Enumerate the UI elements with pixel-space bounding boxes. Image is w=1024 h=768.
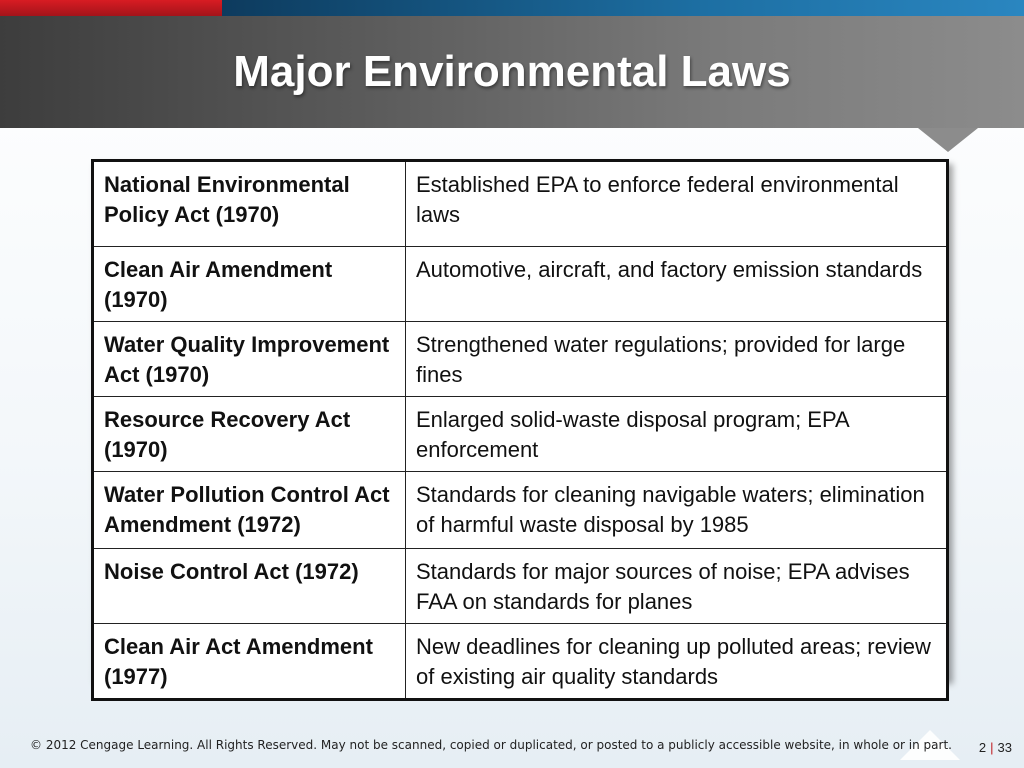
table-row: [93, 624, 948, 700]
page-separator: |: [990, 740, 994, 755]
table-row: [93, 161, 948, 247]
law-name-cell: Clean Air Act Amendment (1977): [93, 624, 406, 700]
red-accent-bar: [0, 0, 222, 16]
laws-table: [91, 159, 949, 701]
law-name-cell: Water Quality Improvement Act (1970): [93, 322, 406, 397]
table-row: [93, 472, 948, 549]
copyright-notice: © 2012 Cengage Learning. All Rights Reserved. May not be scanned, copied or duplicated, or posted to a publicly accessible website, in whole or in part.: [30, 738, 952, 752]
page-number: [979, 740, 1012, 755]
law-description-cell: Standards for cleaning navigable waters; elimination of harmful waste disposal by 1985: [406, 472, 948, 549]
current-page: 2: [978, 740, 987, 755]
table-row: [93, 397, 948, 472]
law-name-cell: National Environmental Policy Act (1970): [93, 161, 406, 247]
law-name-cell: Resource Recovery Act (1970): [93, 397, 406, 472]
law-description-cell: New deadlines for cleaning up polluted areas; review of existing air quality standards: [406, 624, 948, 700]
law-description-cell: Standards for major sources of noise; EPA advises FAA on standards for planes: [406, 549, 948, 624]
top-accent-strip: [0, 0, 1024, 16]
laws-table-body: [93, 161, 948, 700]
law-description-cell: Enlarged solid-waste disposal program; EPA enforcement: [406, 397, 948, 472]
blue-accent-bar: [222, 0, 1024, 16]
slide-title: Major Environmental Laws: [233, 47, 791, 96]
banner-notch: [918, 128, 978, 152]
table-row: [93, 247, 948, 322]
law-name-cell: Clean Air Amendment (1970): [93, 247, 406, 322]
laws-table-container: [91, 159, 949, 689]
law-name-cell: Water Pollution Control Act Amendment (1972): [93, 472, 406, 549]
law-description-cell: Established EPA to enforce federal environmental laws: [406, 161, 948, 247]
law-description-cell: Strengthened water regulations; provided for large fines: [406, 322, 948, 397]
table-row: [93, 322, 948, 397]
law-description-cell: Automotive, aircraft, and factory emission standards: [406, 247, 948, 322]
total-pages: 33: [997, 740, 1012, 755]
table-row: [93, 549, 948, 624]
law-name-cell: Noise Control Act (1972): [93, 549, 406, 624]
